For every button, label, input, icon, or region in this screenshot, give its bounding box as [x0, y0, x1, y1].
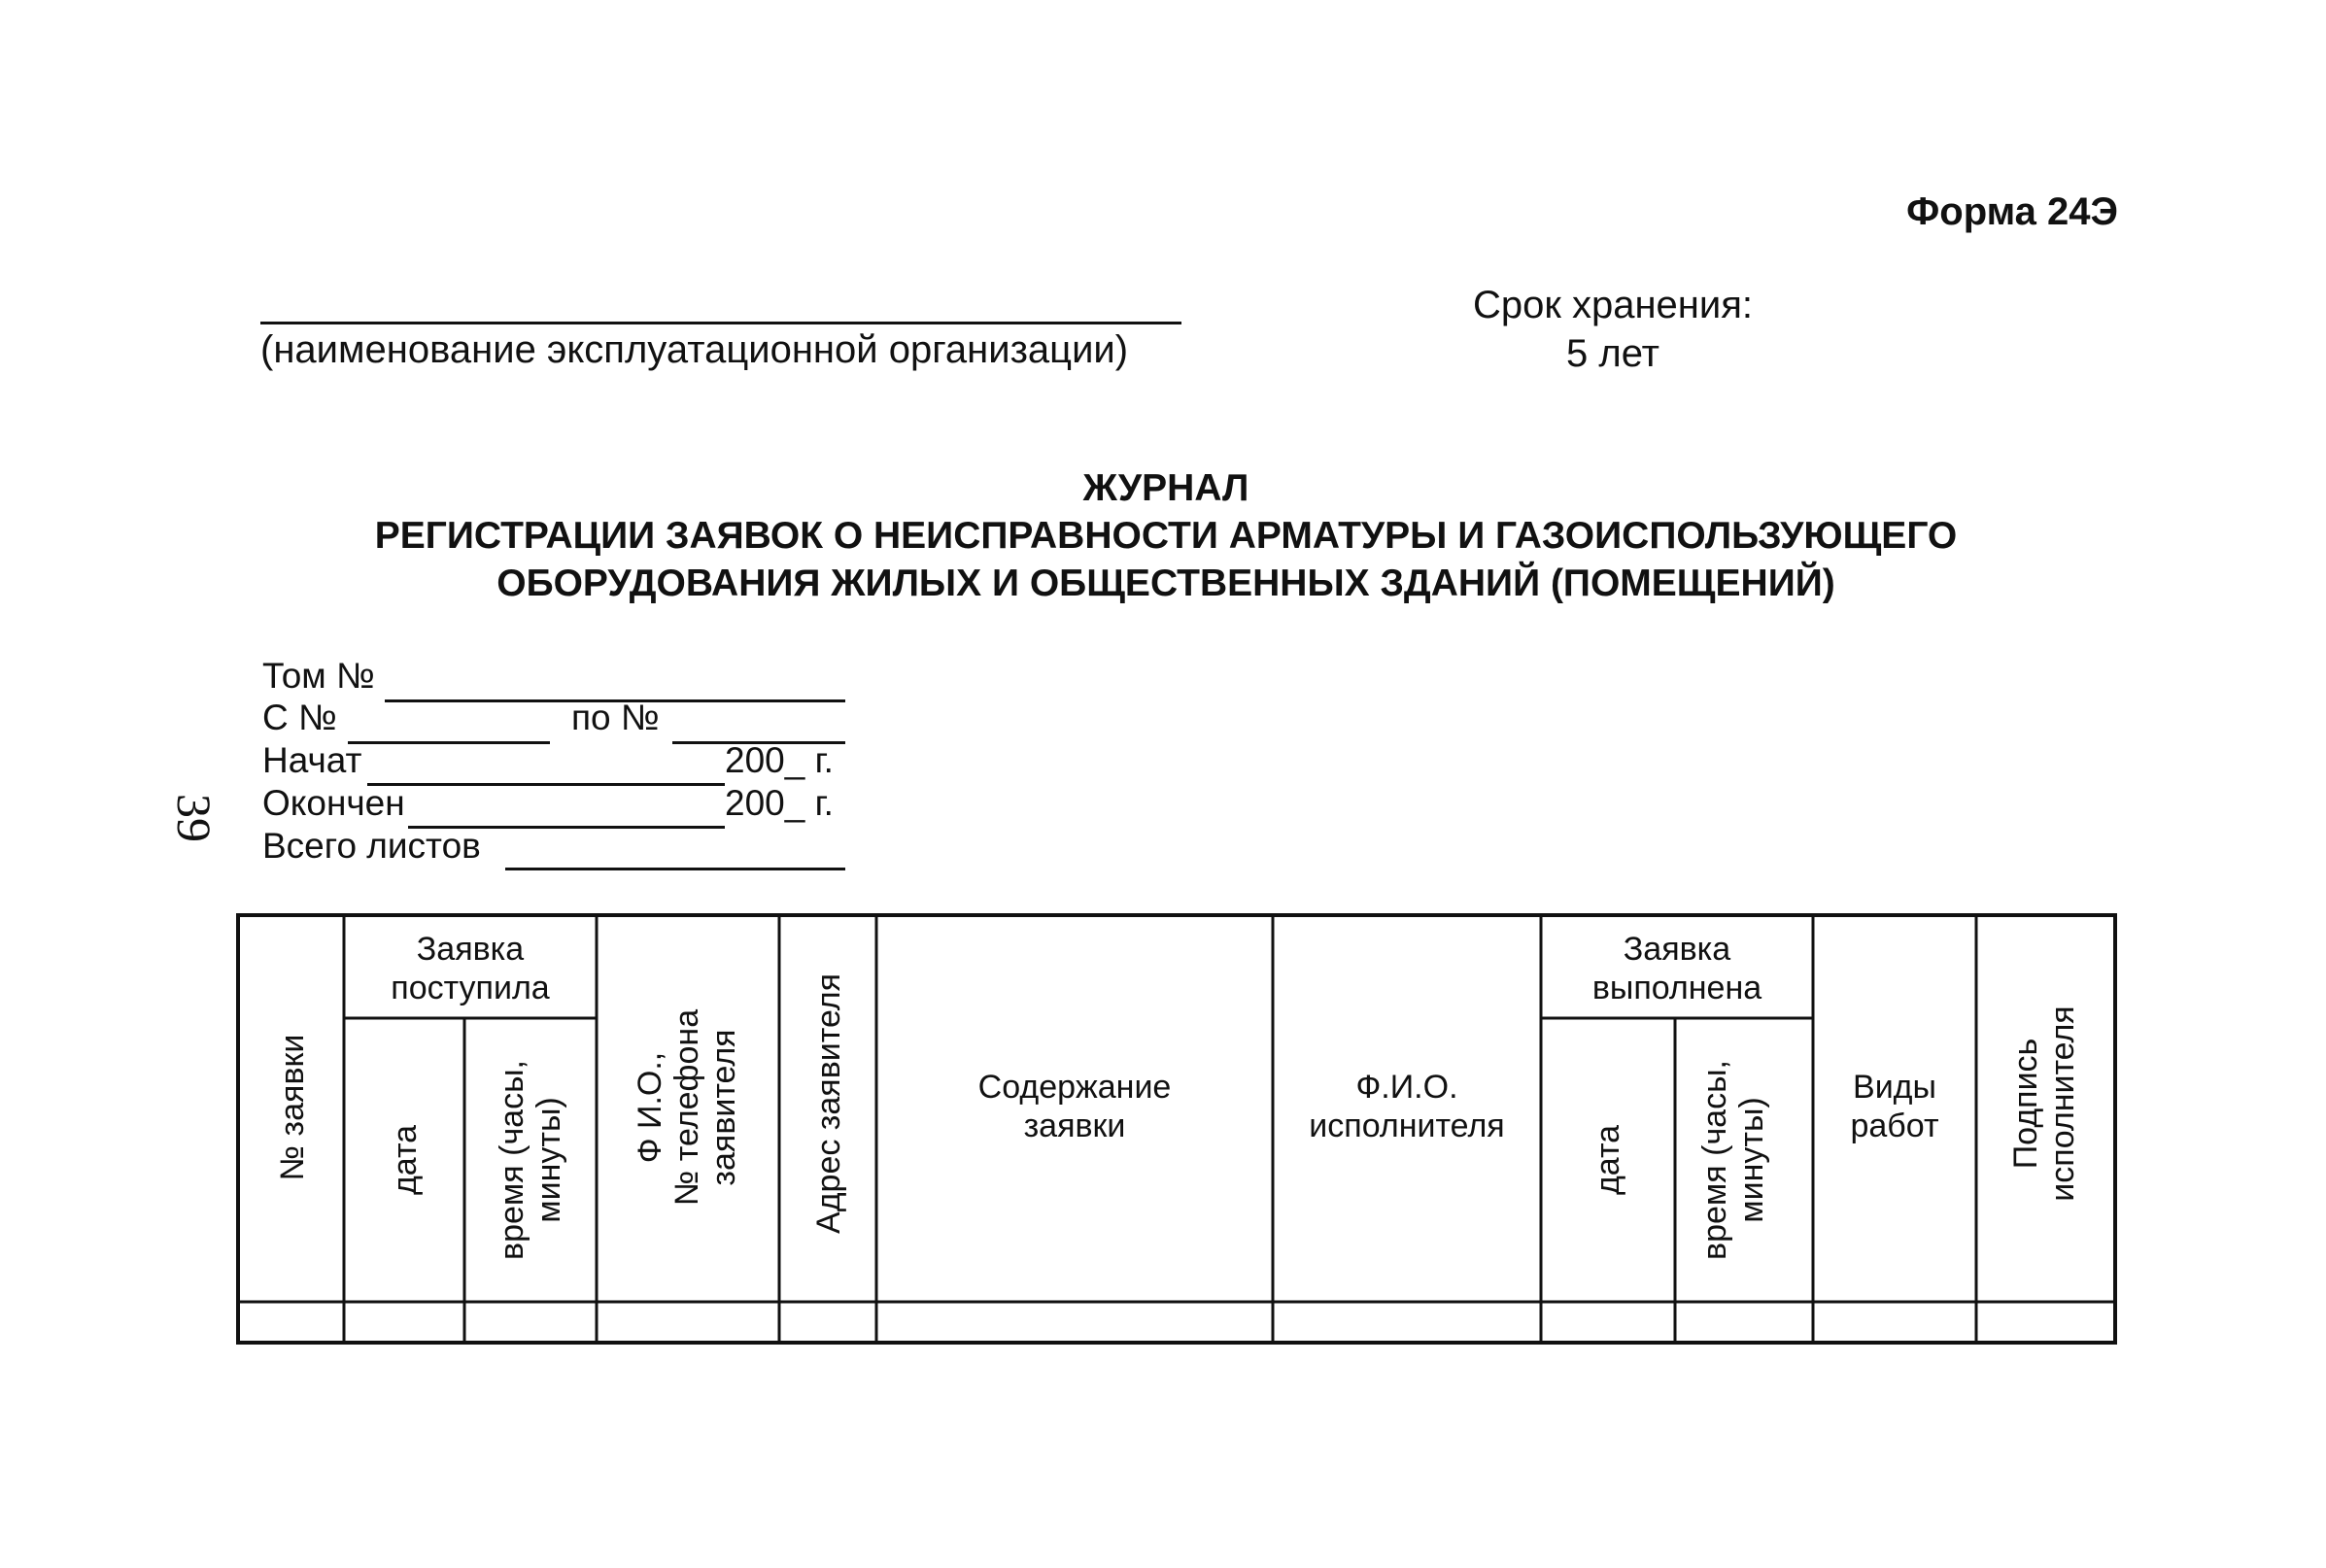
journal-subtitle-line-2: ОБОРУДОВАНИЯ ЖИЛЫХ И ОБЩЕСТВЕННЫХ ЗДАНИЙ (ПОМЕЩЕНИЙ) [496, 562, 1835, 604]
header-completed-group-line-1: Заявка [1623, 931, 1731, 968]
header-received-group-line-1: Заявка [416, 931, 525, 968]
header-request-number: № заявки [274, 1034, 311, 1181]
header-applicant-name-line-1: Ф И.О., [632, 1051, 668, 1164]
organization-caption: (наименование эксплуатационной организации) [260, 328, 1129, 371]
header-received-time-line-2: минуты) [530, 1097, 567, 1223]
header-executor-name-line-1: Ф.И.О. [1355, 1069, 1458, 1106]
page-number: 39 [167, 794, 222, 842]
header-applicant-name-line-2: № телефона [668, 1008, 705, 1207]
started-label: Начат [262, 740, 362, 780]
started-year: 200_ г. [725, 740, 834, 780]
header-content-line-1: Содержание [977, 1069, 1172, 1106]
header-received-group-line-2: поступила [391, 970, 550, 1006]
header-work-types-line-2: работ [1850, 1108, 1939, 1144]
finished-label: Окончен [262, 783, 405, 823]
header-work-types-line-1: Виды [1853, 1069, 1936, 1106]
header-executor-name-line-2: исполнителя [1309, 1108, 1505, 1144]
header-received-date: дата [387, 1124, 424, 1196]
header-completed-time-line-1: время (часы, [1696, 1060, 1733, 1260]
volume-label: Том № [262, 656, 375, 696]
header-completed-group-line-2: выполнена [1591, 970, 1762, 1006]
storage-period-value: 5 лет [1566, 332, 1659, 375]
header-executor-signature-line-1: Подпись [2007, 1038, 2044, 1170]
from-number-label: С № [262, 698, 337, 737]
to-number-label: по № [571, 698, 660, 737]
storage-period-label: Срок хранения: [1472, 284, 1754, 326]
header-received-time-line-1: время (часы, [494, 1060, 530, 1260]
header-completed-time-line-2: минуты) [1733, 1097, 1770, 1223]
journal-title: ЖУРНАЛ [1082, 467, 1249, 509]
finished-year: 200_ г. [725, 783, 834, 823]
total-sheets-label: Всего листов [262, 826, 481, 866]
form-code: Форма 24Э [1906, 190, 2118, 233]
header-content-line-2: заявки [1023, 1108, 1126, 1144]
header-applicant-address: Адрес заявителя [810, 973, 847, 1234]
header-applicant-name-line-3: заявителя [705, 1029, 742, 1186]
header-completed-date: дата [1590, 1124, 1626, 1196]
journal-subtitle-line-1: РЕГИСТРАЦИИ ЗАЯВОК О НЕИСПРАВНОСТИ АРМАТУРЫ И ГАЗОИСПОЛЬЗУЮЩЕГО [374, 515, 1958, 557]
header-executor-signature-line-2: исполнителя [2044, 1006, 2081, 1202]
